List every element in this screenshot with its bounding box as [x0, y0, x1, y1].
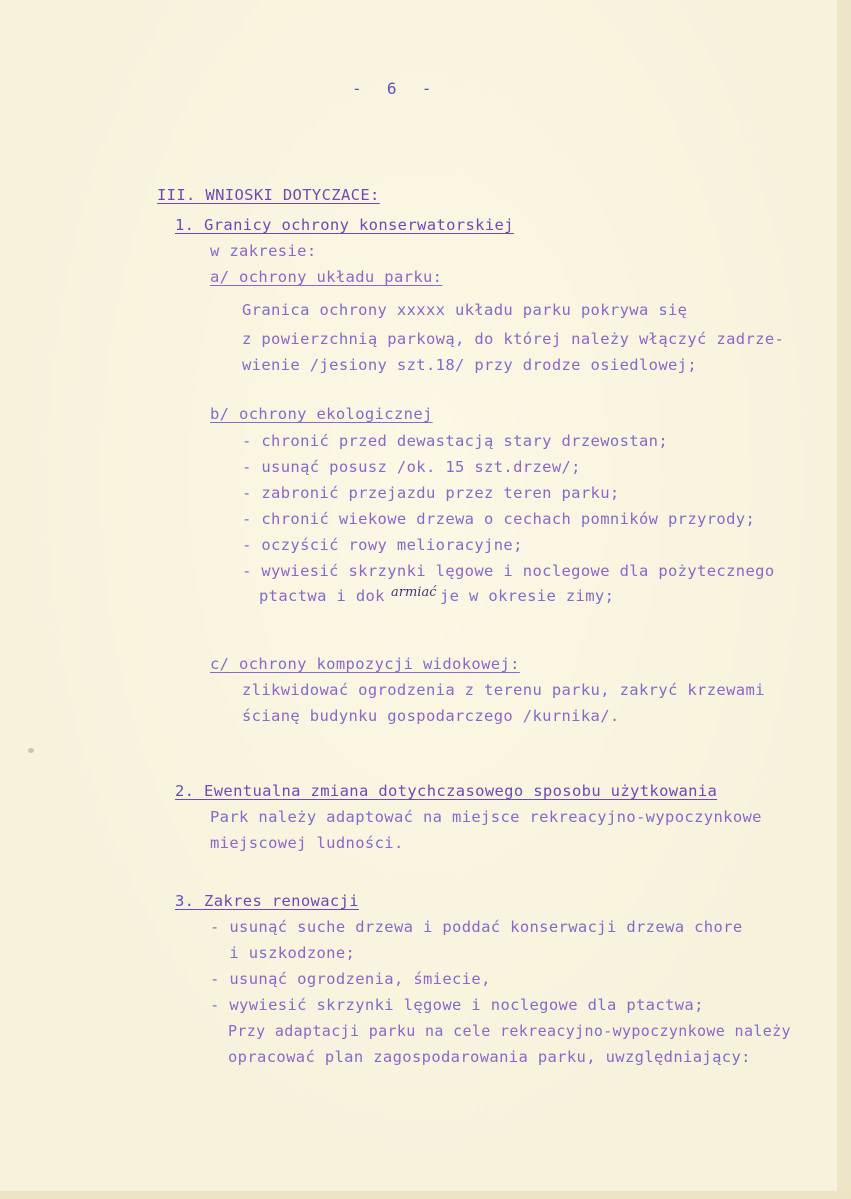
item1-b-line: - zabronić przejazdu przez teren parku;	[242, 484, 620, 502]
item3-line: Przy adaptacji parku na cele rekreacyjno-wypoczynkowe należy	[228, 1022, 791, 1040]
page-edge-bottom	[0, 1191, 851, 1199]
page-edge	[837, 0, 851, 1199]
item3-line: i uszkodzone;	[210, 944, 356, 962]
section-title: III. WNIOSKI DOTYCZACE:	[157, 186, 380, 204]
stain	[28, 748, 34, 753]
item1-c-label: c/ ochrony kompozycji widokowej:	[210, 655, 520, 673]
item1-a-label: a/ ochrony układu parku:	[210, 268, 443, 286]
item3-line: - usunąć suche drzewa i poddać konserwacji drzewa chore	[210, 918, 743, 936]
item2-line: Park należy adaptować na miejsce rekreacyjno-wypoczynkowe	[210, 808, 762, 826]
item1-b-line: - oczyścić rowy melioracyjne;	[242, 536, 523, 554]
item1-c-line: zlikwidować ogrodzenia z terenu parku, zakryć krzewami	[242, 681, 765, 699]
item1-a-line: z powierzchnią parkową, do której należy włączyć zadrze-	[242, 330, 785, 348]
item1-b-line: - wywiesić skrzynki lęgowe i noclegowe dla pożytecznego	[242, 562, 775, 580]
item1-a-line: Granica ochrony xxxxx układu parku pokrywa się	[242, 301, 688, 319]
item1-b-line: - chronić przed dewastacją stary drzewostan;	[242, 432, 668, 450]
item1-b-line: - chronić wiekowe drzewa o cechach pomników przyrody;	[242, 510, 756, 528]
item3-line: - usunąć ogrodzenia, śmiecie,	[210, 970, 491, 988]
handwritten-correction: armiać	[391, 585, 437, 600]
item2-heading: 2. Ewentualna zmiana dotychczasowego sposobu użytkowania	[175, 782, 718, 800]
page-number: - 6 -	[352, 79, 434, 98]
item3-line: - wywiesić skrzynki lęgowe i noclegowe dla ptactwa;	[210, 996, 704, 1014]
item3-heading: 3. Zakres renowacji	[175, 892, 359, 910]
item1-c-line: ścianę budynku gospodarczego /kurnika/.	[242, 707, 620, 725]
item1-b-line-end: je w okresie zimy;	[440, 587, 615, 605]
item2-line: miejscowej ludności.	[210, 834, 404, 852]
item1-intro: w zakresie:	[210, 242, 317, 260]
item1-b-line: ptactwa i dok	[259, 587, 385, 605]
item1-b-line: - usunąć posusz /ok. 15 szt.drzew/;	[242, 458, 581, 476]
item1-heading: 1. Granicy ochrony konserwatorskiej	[175, 216, 514, 234]
item1-a-line: wienie /jesiony szt.18/ przy drodze osiedlowej;	[242, 356, 698, 374]
item3-line: opracować plan zagospodarowania parku, uwzględniający:	[228, 1048, 751, 1066]
item1-b-label: b/ ochrony ekologicznej	[210, 405, 433, 423]
